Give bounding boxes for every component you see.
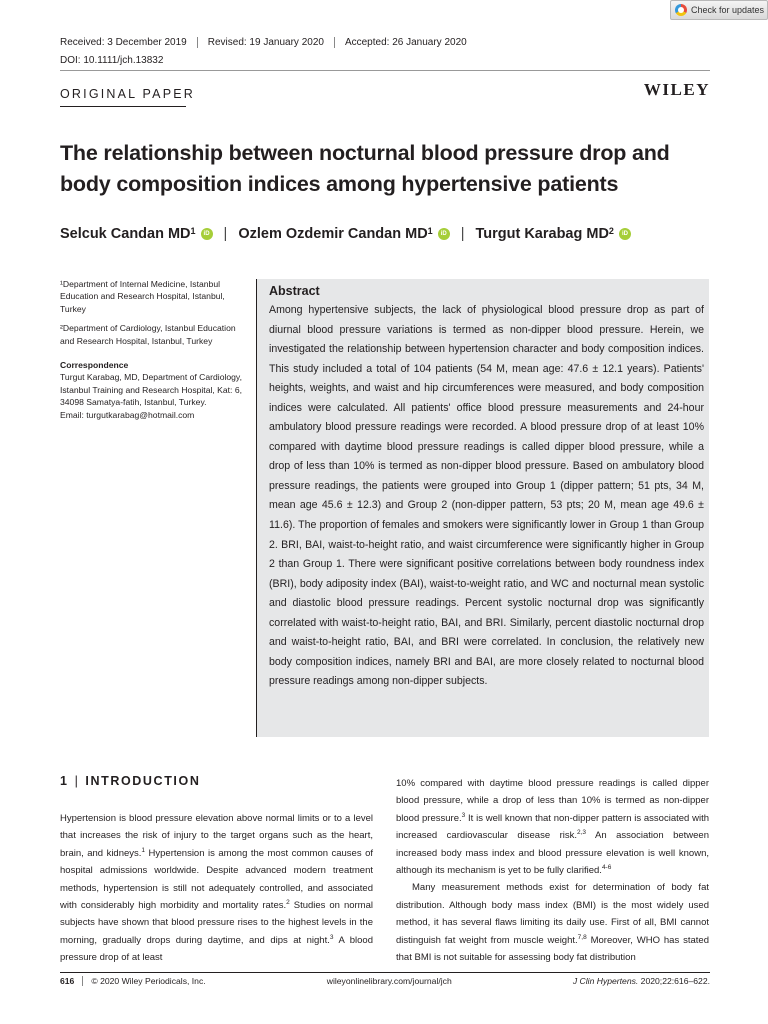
body-column-left (60, 810, 373, 967)
author-3[interactable] (475, 226, 630, 242)
citation-link[interactable]: 1 (141, 846, 146, 854)
author-name: Ozlem Ozdemir Candan MD (238, 226, 428, 242)
author-list (60, 226, 631, 242)
affiliations-column (60, 278, 245, 421)
section-heading-introduction (60, 774, 200, 788)
citation-link[interactable]: 2 (286, 898, 290, 906)
orcid-icon[interactable]: iD (438, 228, 450, 240)
author-separator: | (460, 226, 465, 242)
article-dates (60, 37, 487, 48)
author-affiliation-mark: 1 (190, 226, 196, 236)
page-footer (60, 976, 710, 986)
correspondence-address: Turgut Karabag, MD, Department of Cardiology, Istanbul Training and Research Hospital, Kat: 6, 34098 Samatya-fatih, Istanbul, Turkey. (60, 372, 243, 408)
affiliation-2: ²Department of Cardiology, Istanbul Education and Research Hospital, Istanbul, Turkey (60, 323, 236, 346)
doi[interactable]: DOI: 10.1111/jch.13832 (60, 55, 164, 66)
intro-paragraph-1: Hypertension is blood pressure elevation above normal limits or to a level that increases the risk of injury to the target organs such as the heart, brain, and kidneys.$^1$ Hypertension is among the most common causes of hospital admissions worldwide. Despite advanced modern treatment methods, hypertension is still not adequately controlled, and associated with considerably high morbidity and mortality rates.$^2$ Studies on normal subjects have shown that blood pressure rises to the highest levels in the morning, gradually drops during daytime, and dips at night.$^3$ A blood pressure drop of at least (60, 813, 373, 964)
citation: J Clin Hypertens. 2020;22:616–622. (572, 976, 710, 986)
section-separator: | (74, 774, 80, 788)
correspondence-heading: Correspondence (60, 360, 129, 371)
orcid-icon[interactable]: iD (619, 228, 631, 240)
accepted-date: Accepted: 26 January 2020 (344, 37, 467, 48)
body-column-right (396, 775, 709, 966)
author-name: Selcuk Candan MD (60, 226, 191, 242)
citation-link[interactable]: 4-6 (601, 863, 612, 871)
affiliation-1: ¹Department of Internal Medicine, Istanbul Education and Research Hospital, Istanbul, Turkey (60, 279, 225, 314)
abstract-heading: Abstract (269, 284, 320, 298)
citation-link[interactable]: 7,8 (577, 933, 587, 941)
article-title: The relationship between nocturnal blood pressure drop and body composition indices among hypertensive patients (60, 141, 670, 196)
author-affiliation-mark: 1 (427, 226, 433, 236)
article-type-underline (60, 106, 186, 107)
received-date: Received: 3 December 2019 (60, 37, 198, 48)
check-for-updates-button[interactable] (670, 0, 768, 20)
author-1[interactable] (60, 226, 213, 242)
article-type: ORIGINAL PAPER (60, 87, 195, 101)
author-separator: | (223, 226, 228, 242)
citation-link[interactable]: 3 (329, 933, 334, 941)
header-divider (60, 70, 710, 71)
check-for-updates-label: Check for updates (691, 5, 765, 15)
copyright: © 2020 Wiley Periodicals, Inc. (91, 976, 206, 986)
orcid-icon[interactable]: iD (201, 228, 213, 240)
revised-date: Revised: 19 January 2020 (208, 37, 335, 48)
citation-link[interactable]: 2,3 (577, 829, 587, 837)
author-name: Turgut Karabag MD (475, 226, 609, 242)
section-number: 1 (60, 774, 69, 788)
abstract-panel (256, 279, 709, 737)
author-affiliation-mark: 2 (608, 226, 614, 236)
footer-divider (60, 972, 710, 973)
correspondence-email[interactable]: Email: turgutkarabag@hotmail.com (60, 409, 195, 420)
crossmark-icon (675, 4, 687, 16)
author-2[interactable] (238, 226, 449, 242)
intro-paragraph-1-continued: 10% compared with daytime blood pressure readings is called dipper blood pressure, while a drop of less than 10% is termed as non-dipper blood pressure.$^3$ It is well known that non-dipper pattern is associated with increased cardiovascular disease risk.$^{2,3}$ An association between increased body mass index and blood pressure elevation is well known, although its mechanism is yet to be fully clarified.$^{4-6}$ (396, 778, 709, 877)
page-number: 616 (60, 976, 83, 986)
publisher-logo: WILEY (643, 80, 710, 99)
abstract-body: Among hypertensive subjects, the lack of physiological blood pressure drop as part of diurnal blood pressure variations is termed as non-dipper blood pressure. Herein, we investigated the relationship between hypertension character and body composition indices. This study included a total of 104 patients (54 M, mean age: 47.6 ± 12.1 years). Patients' heights, weights, and waist and hip circumferences were measured, and body composition indices were calculated. All patients' office blood pressure measurements and 24-hour ambulatory blood pressure readings were recorded. A blood pressure drop of at least 10% compared with daytime blood pressure readings is called dipper blood pressure, while a drop of less than 10% is termed as non-dipper blood pressure. Based on ambulatory blood pressure readings, the patients were grouped into Group 1 (dipper pattern; 51 pts, 34 M, mean age 45.6 ± 12.3) and Group 2 (non-dipper pattern, 53 pts; 20 M, mean age 49.6 ± 11.6). The proportion of females and smokers were significantly lower in Group 1 than Group 2. BRI, BAI, waist-to-height ratio, and waist circumference were significantly higher in Group 2 than Group 1. There were significant positive correlations between body roundness index (BRI), body adiposity index (BAI), waist-to-weight ratio, and WC and nocturnal mean systolic and diastolic blood pressure readings. Percent systolic nocturnal drop was significantly correlated with waist-to-height ratio, BAI, and BRI. Similarly, percent diastolic nocturnal drop and waist-to-height ratio, BAI, and BRI were correlated. In conclusion, the relatively new body composition indices, namely BRI and BAI, are more closely related to nocturnal blood pressure readings among non-dipper subjects. (269, 304, 704, 688)
citation-link[interactable]: 3 (461, 811, 466, 819)
intro-paragraph-2: Many measurement methods exist for determination of body fat distribution. Although body mass index (BMI) is the most widely used method, it has several flaws limiting its daily use. First of all, BMI cannot distinguish fat weight from muscle weight.$^{7,8}$ Moreover, WHO has stated that BMI is not suitable for assessing body fat distribution (396, 882, 709, 964)
section-title: INTRODUCTION (85, 774, 201, 788)
journal-url[interactable]: wileyonlinelibrary.com/journal/jch (326, 976, 452, 986)
